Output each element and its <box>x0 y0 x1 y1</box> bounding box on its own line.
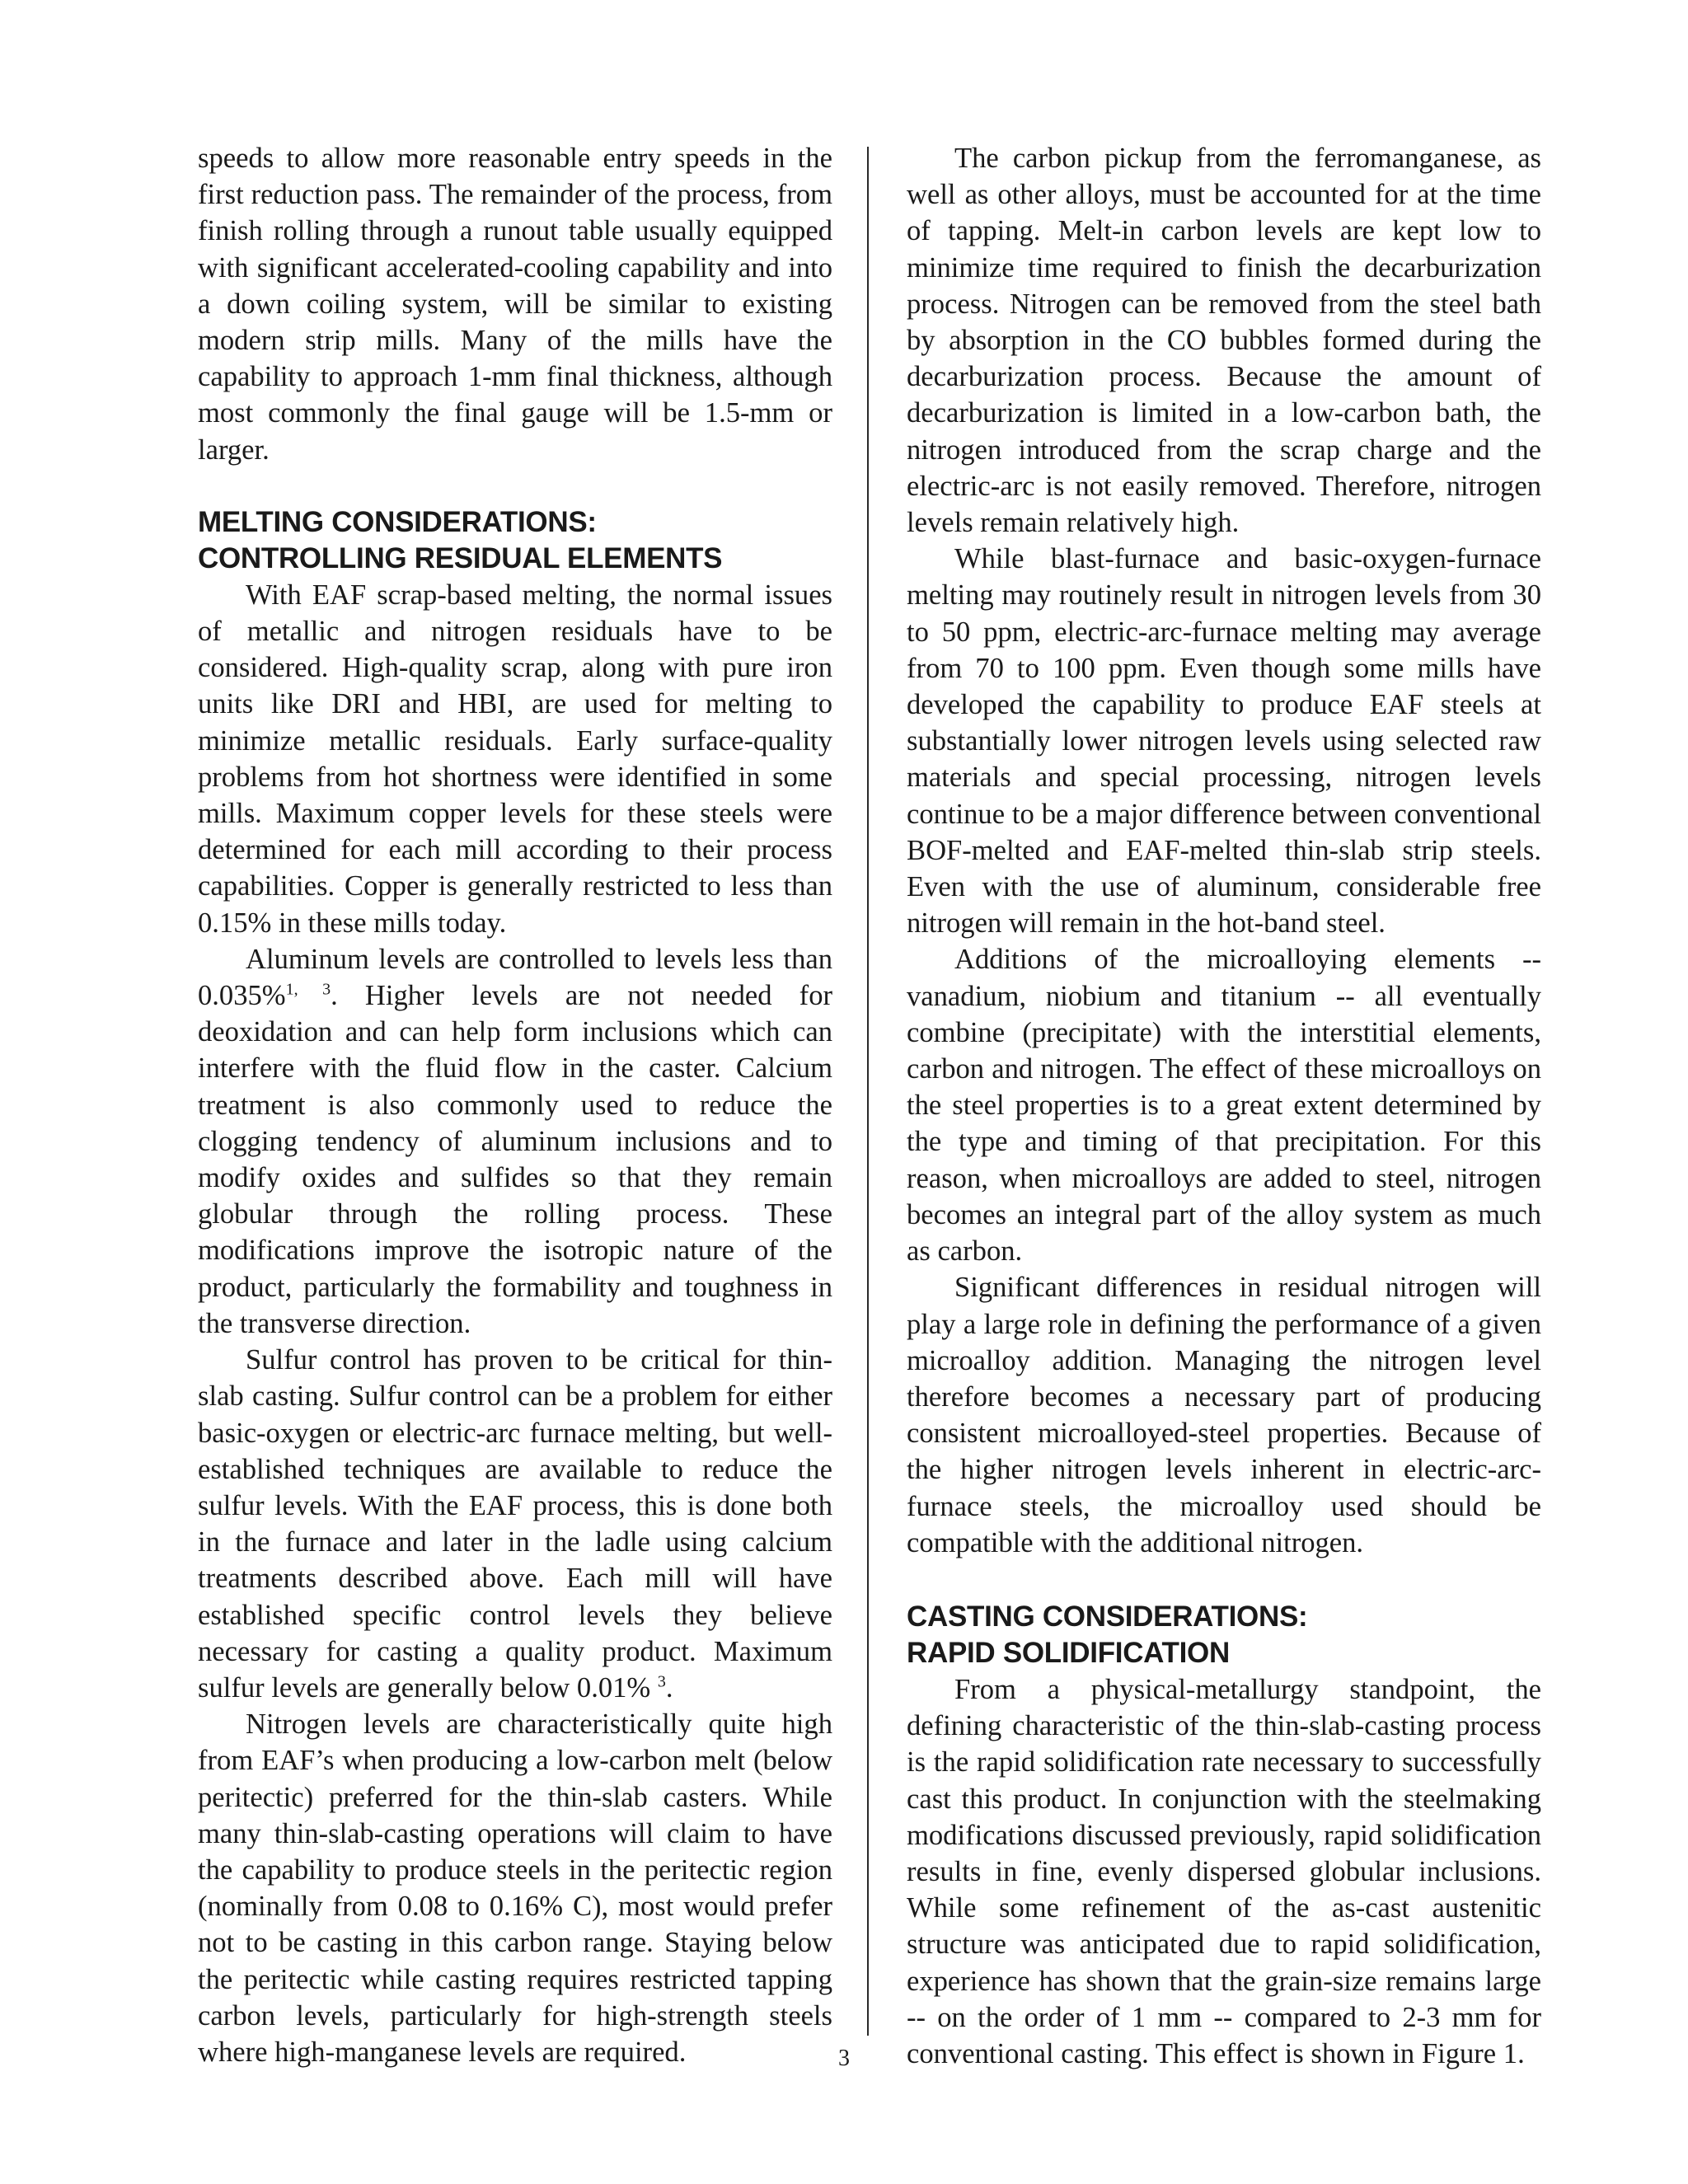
left-column <box>198 140 832 2070</box>
heading-line: MELTING CONSIDERATIONS: <box>198 505 597 538</box>
paragraph-residuals: With EAF scrap-based melting, the normal issues of metallic and nitrogen residuals have to be considered. High-quality scrap, along with pure iron units like DRI and HBI, are used for melting to minimize metallic residuals. Early surface-quality problems from hot shortness were identified in some mills. Maximum copper levels for these steels were determined for each mill according to their process capabilities. Copper is generally restricted to less than 0.15% in these mills today. <box>198 579 832 939</box>
heading-line: CASTING CONSIDERATIONS: <box>907 1600 1308 1633</box>
paragraph-residual-nitrogen: Significant differences in residual nitrogen will play a large role in defining the performance of a given microalloy addition. Managing the nitrogen level therefore becomes a necessary part of producing consistent microalloyed-steel properties. Because of the higher nitrogen levels inherent in electric-arc-furnace steels, the microalloy used should be compatible with the additional nitrogen. <box>907 1272 1541 1558</box>
heading-line: CONTROLLING RESIDUAL ELEMENTS <box>198 541 723 574</box>
heading-line: RAPID SOLIDIFICATION <box>907 1636 1230 1669</box>
section-heading-melting <box>198 504 832 577</box>
paragraph-carbon-pickup: The carbon pickup from the ferromanganese, as well as other alloys, must be accounted for at the time of tapping. Melt-in carbon levels are kept low to minimize time required to finish the decarburization process. Nitrogen can be removed from the steel bath by absorption in the CO bubbles formed during the decarburization process. Because the amount of decarburization is limited in a low-carbon bath, the nitrogen introduced from the scrap charge and the electric-arc is not easily removed. Therefore, nitrogen levels remain relatively high. <box>907 143 1541 539</box>
paragraph-rapid-solidification: From a physical-metallurgy standpoint, the defining characteristic of the thin-slab-casting process is the rapid solidification rate necessary to successfully cast this product. In conjunction with the steelmaking modifications discussed previously, rapid solidification results in fine, evenly dispersed globular inclusions. While some refinement of the as-cast austenitic structure was anticipated due to rapid solidification, experience has shown that the grain-size remains large -- on the order of 1 mm -- compared to 2-3 mm for conventional casting. This effect is shown in Figure 1. <box>907 1673 1541 2069</box>
reference-superscript: 3 <box>657 1672 666 1691</box>
paragraph-text: . <box>665 1671 673 1704</box>
paragraph-nitrogen: Nitrogen levels are characteristically quite high from EAF’s when producing a low-carbon melt (below peritectic) preferred for the thin-slab casters. While many thin-slab-casting operations will claim to have the capability to produce steels in the peritectic region (nominally from 0.08 to 0.16% C), most would prefer not to be casting in this carbon range. Staying below the peritectic while casting requires restricted tapping carbon levels, particularly for high-strength steels where high-manganese levels are required. <box>198 1708 832 2068</box>
paragraph-aluminum <box>198 941 832 1342</box>
page-number: 3 <box>838 2046 850 2071</box>
paragraph-microalloying: Additions of the microalloying elements -- vanadium, niobium and titanium -- all eventually combine (precipitate) with the interstitial elements, carbon and nitrogen. The effect of these microalloys on the steel properties is to a great extent determined by the type and timing of that precipitation. For this reason, when microalloys are added to steel, nitrogen becomes an integral part of the alloy system as much as carbon. <box>907 944 1541 1268</box>
section-heading-casting <box>907 1599 1541 1671</box>
paragraph-text: Aluminum levels are controlled to levels less than 0.035% <box>198 943 832 1012</box>
paragraph-text: . Higher levels are not needed for deoxidation and can help form inclusions which can interfere with the fluid flow in the caster. Calcium treatment is also commonly used to reduce the clogging tendency of aluminum inclusions and to modify oxides and sulfides so that they remain globular through the rolling process. These modifications improve the isotropic nature of the product, particularly the formability and toughness in the transverse direction. <box>198 980 832 1339</box>
paragraph-nitrogen-levels: While blast-furnace and basic-oxygen-furnace melting may routinely result in nitrogen levels from 30 to 50 ppm, electric-arc-furnace melting may average from 70 to 100 ppm. Even though some mills have developed the capability to produce EAF steels at substantially lower nitrogen levels using selected raw materials and special processing, nitrogen levels continue to be a major difference between conventional BOF-melted and EAF-melted thin-slab strip steels. Even with the use of aluminum, considerable free nitrogen will remain in the hot-band steel. <box>907 543 1541 940</box>
right-column <box>907 140 1541 2072</box>
paragraph-rolling-process: speeds to allow more reasonable entry speeds in the first reduction pass. The remainder of the process, from finish rolling through a runout table usually equipped with significant accelerated-cooling capability and into a down coiling system, will be similar to existing modern strip mills. Many of the mills have the capability to approach 1-mm final thickness, although most commonly the final gauge will be 1.5-mm or larger. <box>198 143 832 466</box>
paragraph-sulfur <box>198 1342 832 1706</box>
reference-superscript: 1, 3 <box>285 980 331 999</box>
paragraph-text: Sulfur control has proven to be critical for thin-slab casting. Sulfur control can be a problem for either basic-oxygen or electric-arc furnace melting, but well-established techniques are available to reduce the sulfur levels. With the EAF process, this is done both in the furnace and later in the ladle using calcium treatments described above. Each mill will have established specific control levels they believe necessary for casting a quality product. Maximum sulfur levels are generally below 0.01% <box>198 1344 832 1704</box>
column-divider <box>867 147 869 2036</box>
